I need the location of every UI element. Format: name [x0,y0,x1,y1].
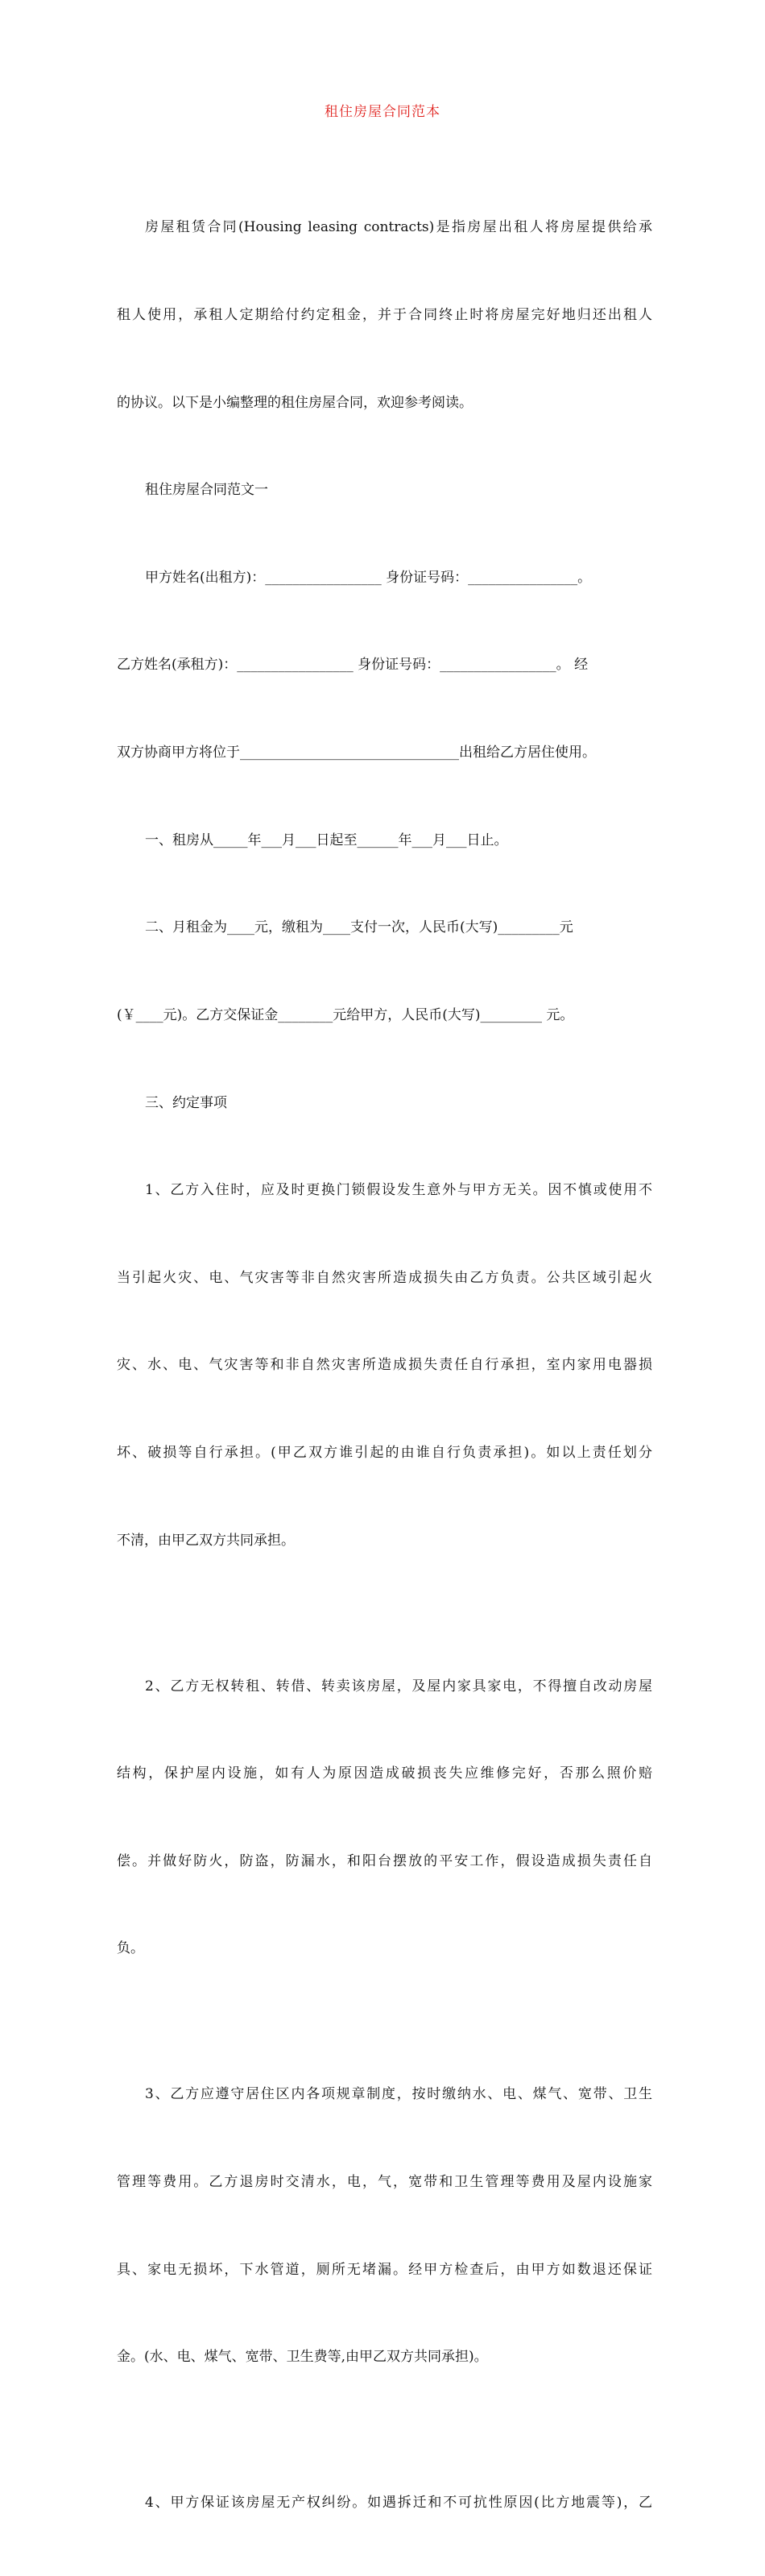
intro-paragraph [117,155,652,475]
document-title: 租住房屋合同范本 [325,104,440,120]
party-line: 甲方姓名(出租方)：_________________ 身份证号码：________________。 [145,569,592,586]
item-1-line: 灾、水、电、气灾害等和非自然灾害所造成损失责任自行承担，室内家用电器损 [117,1357,652,1374]
parties-paragraph [117,504,652,825]
term-2-line: (￥____元)。乙方交保证金________元给甲方，人民币(大写)_________ 元。 [117,1006,574,1023]
term-3: 三、约定事项 [145,1094,227,1111]
party-line: 乙方姓名(承租方)：_________________ 身份证号码：_________________。 经 [117,657,589,674]
item-3-line: 管理等费用。乙方退房时交清水，电，气，宽带和卫生管理等费用及屋内设施家 [117,2174,652,2191]
item-2 [117,1613,652,2022]
term-2-line: 二、月租金为____元，缴租为____支付一次，人民币(大写)_________元 [145,919,573,936]
item-1-line: 1、乙方入住时，应及时更换门锁假设发生意外与甲方无关。因不慎或使用不 [145,1182,652,1199]
item-1-line: 不清，由甲乙双方共同承担。 [117,1532,295,1549]
item-3 [117,2022,652,2430]
document-body [117,155,652,2576]
party-line: 双方协商甲方将位于________________________________出租给乙方居住使用。 [117,745,596,761]
term-1: 一、租房从_____年___月___日起至______年___月___日止。 [145,832,508,848]
item-2-line: 2、乙方无权转租、转借、转卖该房屋，及屋内家具家电，不得擅自改动房屋 [145,1678,652,1695]
item-4 [117,2430,652,2576]
intro-line: 租人使用，承租人定期给付约定租金，并于合同终止时将房屋完好地归还出租人 [117,307,652,324]
item-4-line: 4、甲方保证该房屋无产权纠纷。如遇拆迁和不可抗性原因(比方地震等)，乙 [145,2495,652,2512]
item-3-line: 3、乙方应遵守居住区内各项规章制度，按时缴纳水、电、煤气、宽带、卫生 [145,2086,652,2103]
intro-line: 的协议。以下是小编整理的租住房屋合同，欢迎参考阅读。 [117,394,473,411]
item-1 [117,1118,652,1613]
item-3-line: 金。(水、电、煤气、宽带、卫生费等,由甲乙双方共同承担)。 [117,2349,488,2366]
item-1-line: 当引起火灾、电、气灾害等非自然灾害所造成损失由乙方负责。公共区域引起火 [117,1269,652,1286]
item-2-line: 负。 [117,1940,144,1957]
item-3-line: 具、家电无损坏，下水管道，厕所无堵漏。经甲方检查后，由甲方如数退还保证 [117,2261,652,2278]
item-2-line: 结构，保护屋内设施，如有人为原因造成破损丧失应维修完好，否那么照价赔 [117,1765,652,1782]
term-2 [117,855,652,1089]
item-2-line: 偿。并做好防火，防盗，防漏水，和阳台摆放的平安工作，假设造成损失责任自 [117,1852,652,1869]
intro-line: 房屋租赁合同(Housing leasing contracts)是指房屋出租人将房屋提供给承 [145,219,652,236]
item-1-line: 坏、破损等自行承担。(甲乙双方谁引起的由谁自行负责承担)。如以上责任划分 [117,1444,652,1461]
section-heading: 租住房屋合同范文一 [145,482,268,499]
